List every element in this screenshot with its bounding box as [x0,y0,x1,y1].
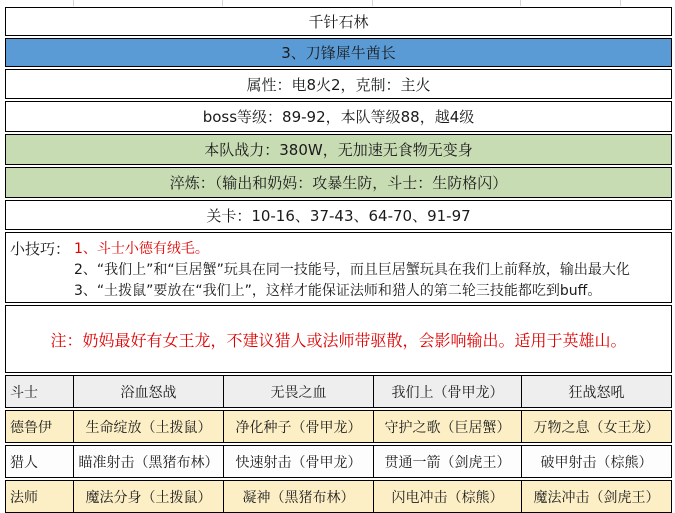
skill-table-header [5,375,672,408]
header-skill-3: 我们上（骨甲龙） [373,375,522,408]
boss-level-text: boss等级：89-92，本队等级88，越4级 [202,108,475,126]
header-skill-1: 浴血怒战 [73,375,224,408]
skill-cell: 瞄准射击（黑猪布林） [73,445,224,478]
stage-row [5,200,672,230]
skill-cell: 破甲射击（棕熊） [521,445,672,478]
tips-label: 小技巧： [10,240,71,258]
gridline-tick [73,0,74,6]
attribute-row [5,69,672,99]
skill-table [5,375,672,513]
note-row [5,305,672,373]
skill-cell: 万物之息（女王龙） [521,410,672,443]
gridline-tick [520,0,521,6]
class-name: 猎人 [5,445,74,478]
quench-row [5,167,672,198]
class-name: 德鲁伊 [5,410,74,443]
boss-name-banner [5,38,672,67]
attribute-text: 属性：电8火2，克制：主火 [246,75,431,94]
header-skill-4: 狂战怒吼 [521,375,672,408]
skill-cell: 守护之歌（巨居蟹） [373,410,522,443]
header-skill-2: 无畏之血 [223,375,374,408]
tip-line-1: 1、斗士小德有绒毛。 [74,241,209,257]
skill-cell: 凝神（黑猪布林） [223,480,374,513]
team-power-row [5,134,672,165]
boss-name: 3、刀锋犀牛酋长 [281,44,396,62]
skill-cell: 生命绽放（土拨鼠） [73,410,224,443]
tip-line-2: 2、“我们上”和“巨居蟹”玩具在同一技能号，而且巨居蟹玩具在我们上前释放，输出最大化 [74,262,630,278]
skill-row-hunter [5,445,672,478]
skill-cell: 魔法分身（土拨鼠） [73,480,224,513]
skill-cell: 魔法冲击（剑虎王） [521,480,672,513]
tips-section [5,232,672,303]
skill-row-druid [5,410,672,443]
skill-cell: 贯通一箭（剑虎王） [373,445,522,478]
gridline-tick [620,0,621,6]
skill-cell: 快速射击（骨甲龙） [223,445,374,478]
note-text: 注：奶妈最好有女王龙，不建议猎人或法师带驱散，会影响输出。适用于英雄山。 [50,330,627,350]
gridline-tick [222,0,223,6]
stage-text: 关卡：10-16、37-43、64-70、91-97 [206,206,471,225]
header-class-col: 斗士 [5,375,74,408]
quench-text: 淬炼：（输出和奶妈：攻暴生防，斗士：生防格闪） [169,174,508,192]
tip-line-3: 3、“土拨鼠”要放在“我们上”，这样才能保证法师和猎人的第二轮三技能都吃到buff。 [74,283,602,299]
team-power-text: 本队战力：380W，无加速无食物无变身 [204,141,473,159]
skill-cell: 闪电冲击（棕熊） [373,480,522,513]
gridline-tick [372,0,373,6]
class-name: 法师 [5,480,74,513]
zone-title: 千针石林 [308,13,369,31]
skill-row-mage [5,480,672,513]
zone-title-row [5,7,672,36]
skill-cell: 净化种子（骨甲龙） [223,410,374,443]
tips-lines [74,239,630,302]
boss-level-row [5,101,672,132]
